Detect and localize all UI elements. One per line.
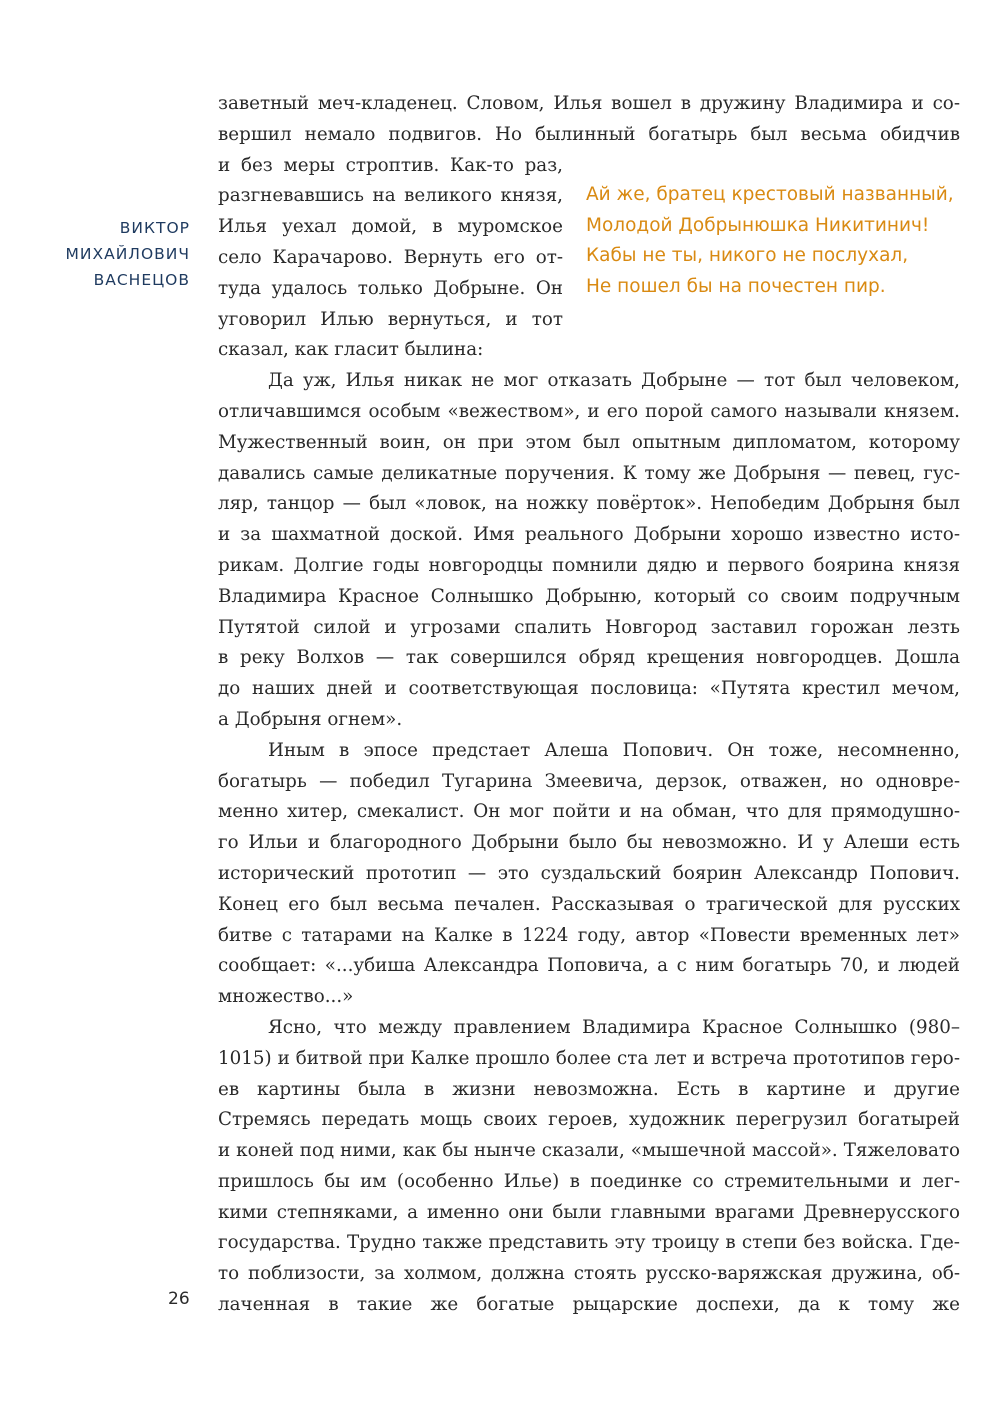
text-line: давались самые деликатные поручения. К тому же Добрыня — певец, гус- xyxy=(218,462,960,484)
text-line: богатырь — победил Тугарина Змеевича, дерзок, отважен, но одновре- xyxy=(218,770,960,792)
text-line: пришлось бы им (особенно Илье) в поединке со стремительными и лег- xyxy=(218,1170,960,1192)
text-line: и за шахматной доской. Имя реального Добрыни хорошо известно исто- xyxy=(218,524,960,546)
author-patronymic: МИХАЙЛОВИЧ xyxy=(65,245,190,263)
text-line: уговорил Илью вернуться, и тот xyxy=(218,308,563,330)
text-line: множество...» xyxy=(218,986,354,1008)
text-line: разгневавшись на великого князя, xyxy=(218,185,563,207)
text-line: Конец его был весьма печален. Рассказывая о трагической для русских xyxy=(218,893,960,915)
text-line: ляр, танцор — был «ловок, на ножку повёрток». Непобедим Добрыня был xyxy=(218,493,960,515)
author-name-sidebar xyxy=(40,215,190,293)
quote-line: Ай же, братец крестовый названный, xyxy=(586,184,954,205)
page-number: 26 xyxy=(168,1289,190,1309)
text-line: кими степняками, а именно они были главными врагами Древнерусского xyxy=(218,1201,960,1223)
text-line: государства. Трудно также представить эту троицу в степи без войска. Где- xyxy=(218,1232,960,1254)
text-line: сообщает: «...убиша Александра Поповича, а с ним богатырь 70, и людей xyxy=(218,955,960,977)
text-line: ев картины была в жизни невозможна. Есть в картине и другие xyxy=(218,1078,960,1100)
text-line: го Ильи и благородного Добрыни было бы невозможно. И у Алеши есть xyxy=(218,832,960,854)
text-line: заветный меч-кладенец. Словом, Илья вошел в дружину Владимира и со- xyxy=(218,93,960,114)
text-line: Иным в эпосе предстает Алеша Попович. Он тоже, несомненно, xyxy=(268,739,960,761)
text-line: Ясно, что между правлением Владимира Красное Солнышко (980– xyxy=(268,1016,960,1038)
text-line: сказал, как гласит былина: xyxy=(218,339,484,361)
text-narrow-column xyxy=(218,151,960,367)
text-line: Илья уехал домой, в муромское xyxy=(218,216,563,238)
main-text xyxy=(218,89,960,1321)
text-line: Мужественный воин, он при этом был опытным дипломатом, которому xyxy=(218,431,960,453)
text-line: вершил немало подвигов. Но былинный богатырь был весьма обидчив xyxy=(218,123,960,145)
text-line: село Карачарово. Вернуть его от- xyxy=(218,246,563,268)
text-line: до наших дней и соответствующая пословица: «Путята крестил мечом, xyxy=(218,678,960,700)
text-line: исторический прототип — это суздальский боярин Александр Попович. xyxy=(218,862,960,884)
quote-line: Молодой Добрынюшка Никитинич! xyxy=(586,214,930,236)
text-line: отличавшимся особым «вежеством», и его порой самого называли князем. xyxy=(218,400,960,422)
text-line: рикам. Долгие годы новгородцы помнили дядю и первого боярина князя xyxy=(218,554,960,576)
text-line: туда удалось только Добрыне. Он xyxy=(218,277,563,299)
text-line: то поблизости, за холмом, должна стоять русско-варяжская дружина, об- xyxy=(218,1263,960,1285)
text-line: Да уж, Илья никак не мог отказать Добрыне — тот был человеком, xyxy=(268,370,960,392)
text-line: Путятой силой и угрозами спалить Новгород заставил горожан лезть xyxy=(218,616,960,638)
text-line: менно хитер, смекалист. Он мог пойти и на обман, что для прямодушно- xyxy=(218,801,960,823)
author-last-name: ВАСНЕЦОВ xyxy=(93,271,190,289)
quote-line: Не пошел бы на почестен пир. xyxy=(586,275,886,297)
text-line: лаченная в такие же богатые рыцарские доспехи, да к тому же xyxy=(218,1294,960,1316)
author-first-name: ВИКТОР xyxy=(119,219,190,237)
text-line: 1015) и битвой при Калке прошло более ста лет и встреча прототипов геро- xyxy=(218,1047,960,1069)
text-line: битве с татарами на Калке в 1224 году, автор «Повести временных лет» xyxy=(218,924,960,946)
text-line: в реку Волхов — так совершился обряд крещения новгородцев. Дошла xyxy=(218,647,960,669)
quote-line: Кабы не ты, никого не послухал, xyxy=(586,245,909,266)
text-line: и без меры строптив. Как-то раз, xyxy=(218,154,563,176)
text-line: Владимира Красное Солнышко Добрыню, который со своим подручным xyxy=(218,585,960,607)
text-line: и коней под ними, как бы нынче сказали, «мышечной массой». Тяжеловато xyxy=(218,1140,960,1162)
text-line: Стремясь передать мощь своих героев, художник перегрузил богатырей xyxy=(218,1109,960,1131)
text-line: а Добрыня огнем». xyxy=(218,708,403,730)
